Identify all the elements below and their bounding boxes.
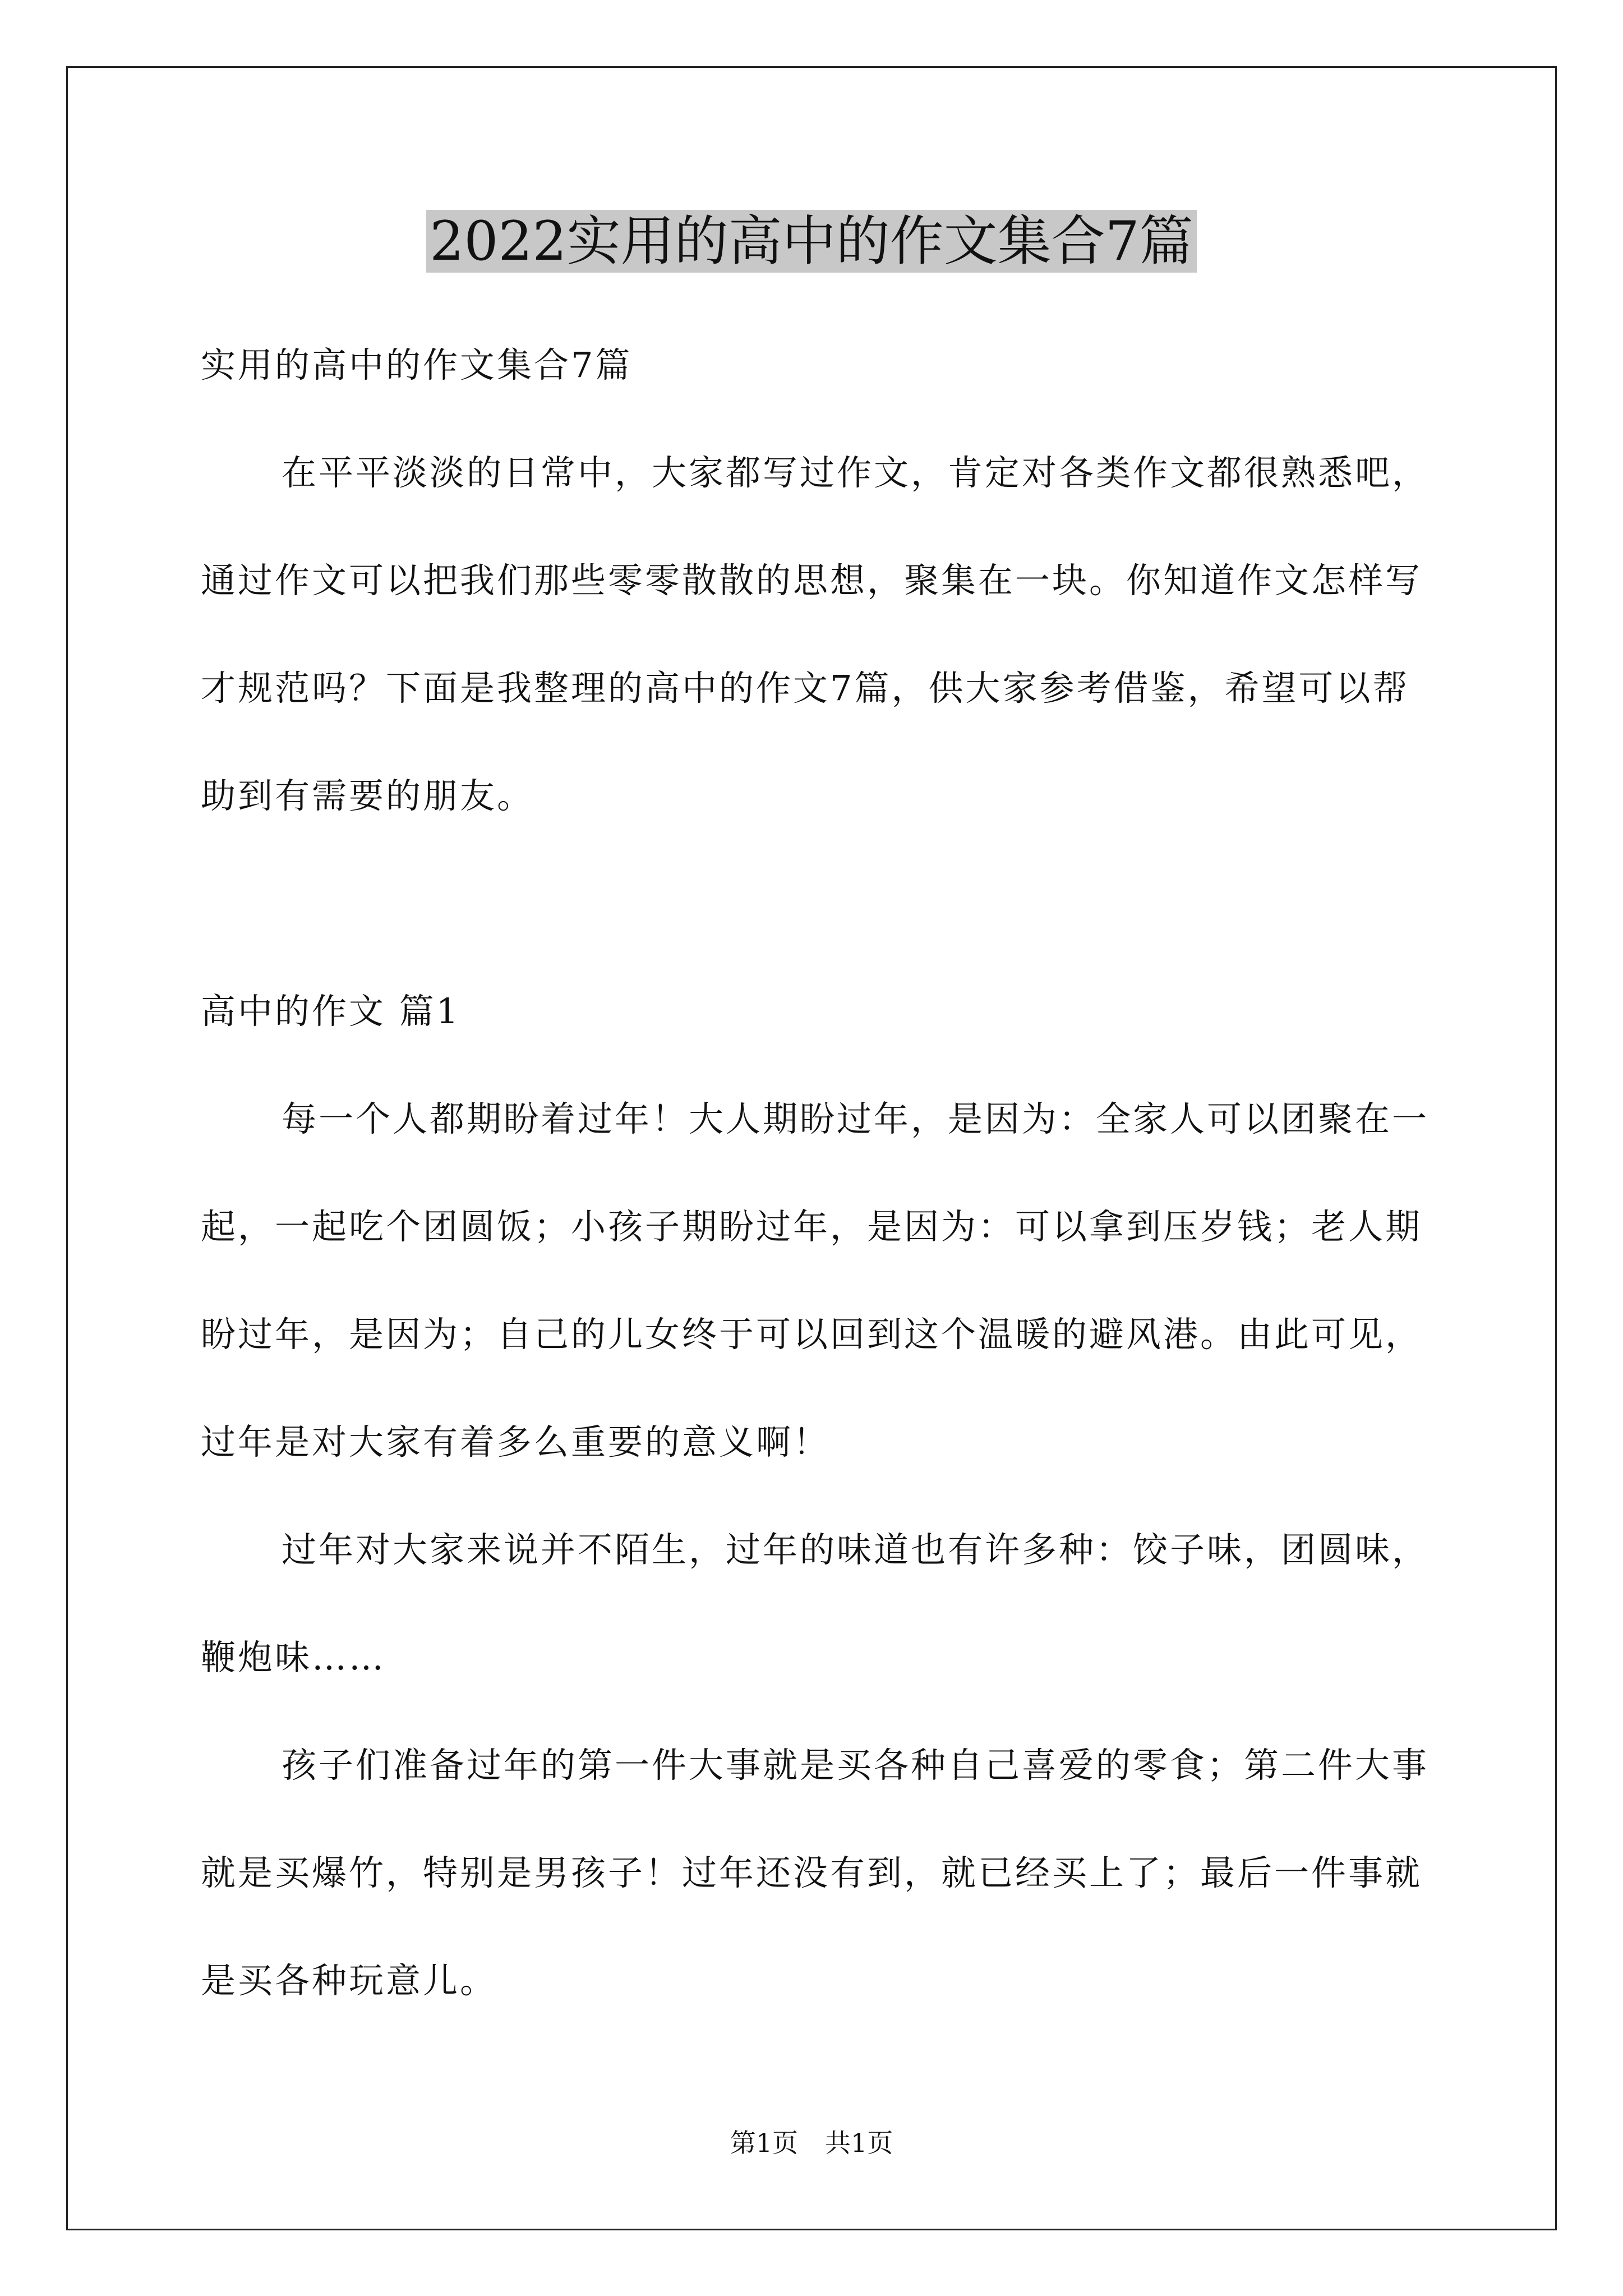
page-footer [0, 2126, 1623, 2160]
page-total: 共1页 [825, 2128, 893, 2158]
document-title [0, 202, 1623, 280]
document-subtitle: 实用的高中的作文集合7篇 [201, 344, 633, 385]
document-title-text: 2022实用的高中的作文集合7篇 [426, 210, 1196, 273]
body-paragraph-1: 每一个人都期盼着过年！大人期盼过年，是因为：全家人可以团聚在一起，一起吃个团圆饭；小孩子期盼过年，是因为：可以拿到压岁钱；老人期盼过年，是因为；自己的儿女终于可以回到这个温暖的避风港。由此可见，过年是对大家有着多么重要的意义啊！ [201, 1098, 1430, 1462]
document-body [201, 311, 1435, 2035]
intro-paragraph: 在平平淡淡的日常中，大家都写过作文，肯定对各类作文都很熟悉吧，通过作文可以把我们那些零零散散的思想，聚集在一块。你知道作文怎样写才规范吗？下面是我整理的高中的作文7篇，供大家参考借鉴，希望可以帮助到有需要的朋友。 [201, 452, 1430, 816]
body-paragraph-2: 过年对大家来说并不陌生，过年的味道也有许多种：饺子味，团圆味，鞭炮味…… [201, 1529, 1430, 1678]
body-paragraph-3: 孩子们准备过年的第一件大事就是买各种自己喜爱的零食；第二件大事就是买爆竹，特别是男孩子！过年还没有到，就已经买上了；最后一件事就是买各种玩意儿。 [201, 1745, 1430, 2001]
page-number: 第1页 [730, 2128, 798, 2158]
section-heading: 高中的作文 篇1 [201, 991, 461, 1032]
